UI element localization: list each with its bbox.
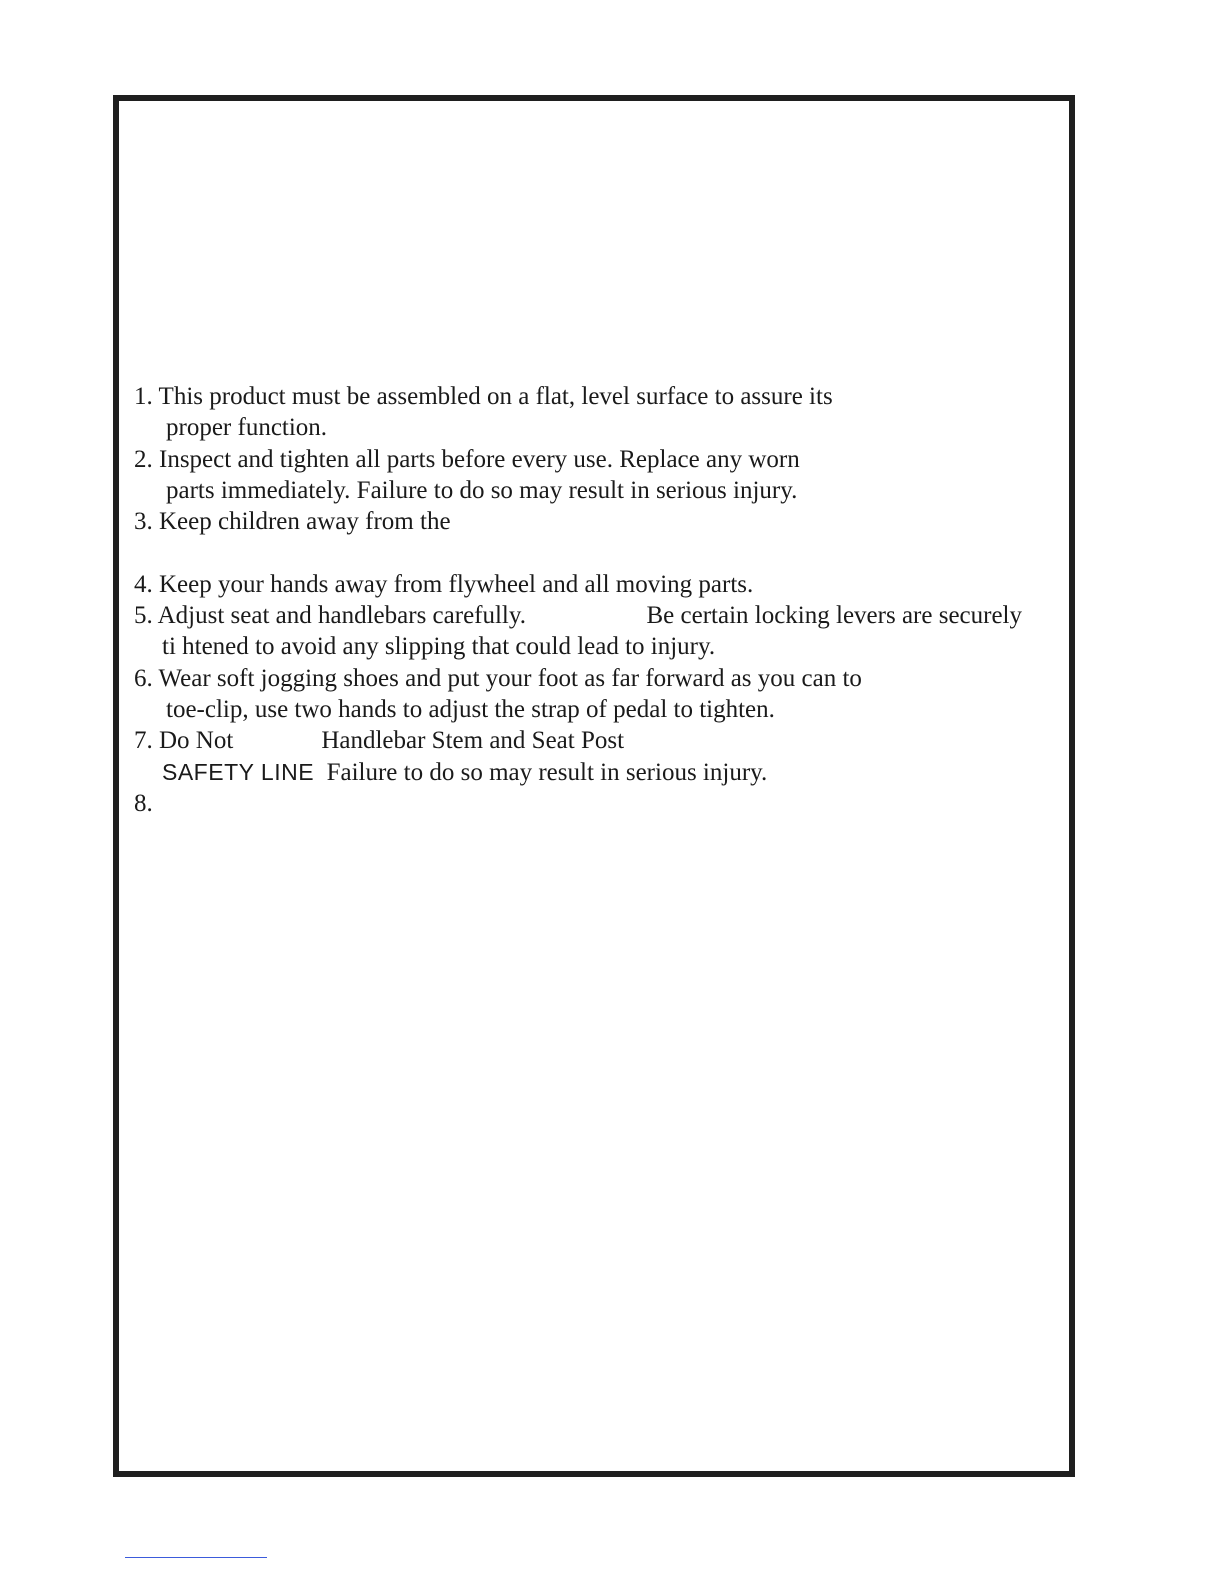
- item-2-line-1: 2. Inspect and tighten all parts before every use. Replace any worn: [134, 445, 800, 473]
- blank-line: [134, 537, 1034, 568]
- safety-instructions-list: [134, 381, 1034, 819]
- item-3-line-1: 3. Keep children away from the: [134, 508, 451, 536]
- item-7-line-1-start: 7. Do Not: [134, 727, 234, 755]
- item-2-line-2: parts immediately. Failure to do so may result in serious injury.: [166, 476, 798, 504]
- item-5-line-2: ti htened to avoid any slipping that could lead to injury.: [162, 633, 716, 661]
- item-5-line-1-end: Be certain locking levers are securely: [646, 602, 1022, 630]
- item-7-line-2: [134, 757, 1034, 788]
- item-4-line-1: 4. Keep your hands away from flywheel and all moving parts.: [134, 570, 754, 598]
- item-6-line-1: 6. Wear soft jogging shoes and put your foot as far forward as you can to: [134, 664, 862, 692]
- item-5-line-1: [134, 600, 1022, 631]
- item-7-line-1-end: Handlebar Stem and Seat Post: [321, 727, 625, 755]
- item-1-line-2: proper function.: [166, 414, 328, 442]
- item-7-line-2-text: Failure to do so may result in serious injury.: [326, 758, 768, 786]
- safety-line-label: SAFETY LINE: [162, 758, 315, 785]
- item-1-line-1: 1. This product must be assembled on a flat, level surface to assure its: [134, 383, 833, 410]
- item-7-line-1: [134, 725, 1034, 756]
- item-5-line-1-start: 5. Adjust seat and handlebars carefully.: [134, 602, 527, 630]
- footer-rule: [125, 1557, 267, 1558]
- item-8-line-1: 8.: [134, 789, 153, 817]
- item-6-line-2: toe-clip, use two hands to adjust the strap of pedal to tighten.: [166, 695, 775, 723]
